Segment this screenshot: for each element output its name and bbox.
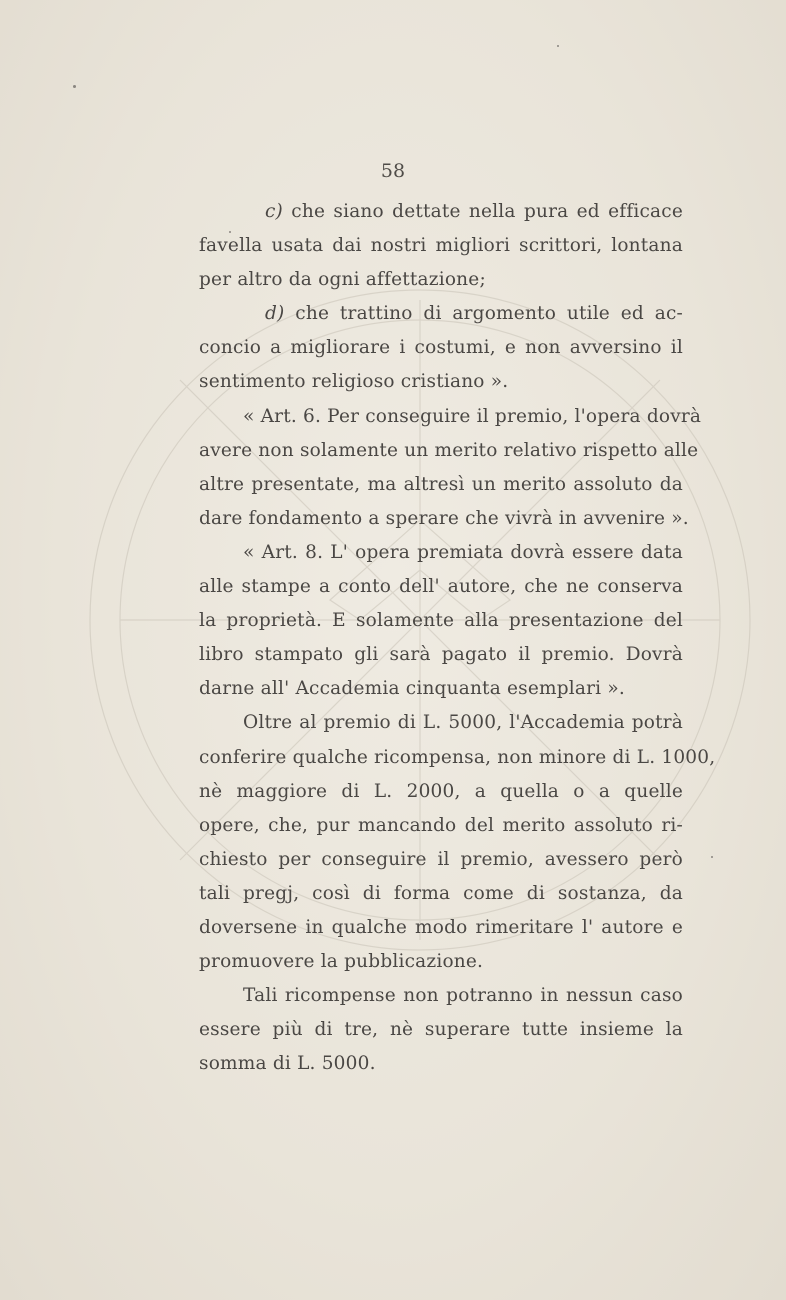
text-line: Tali ricompense non potranno in nessun caso (243, 985, 683, 1007)
text-line: favella usata dai nostri migliori scrittori, lontana (199, 235, 683, 257)
list-marker: c) (265, 201, 283, 222)
text-line: nè maggiore di L. 2000, a quella o a quelle (199, 780, 683, 802)
text-line: d) che trattino di argomento utile ed ac- (265, 303, 683, 325)
paper-speck (711, 856, 713, 858)
paper-speck (557, 45, 559, 47)
text-line: avere non solamente un merito relativo rispetto alle (199, 439, 699, 461)
text-line: darne all' Accademia cinquanta esemplari ». (199, 678, 625, 700)
text-line: alle stampe a conto dell' autore, che ne conserva (199, 576, 683, 598)
text-line: promuovere la pubblicazione. (199, 951, 484, 973)
text-line: libro stampato gli sarà pagato il premio. Dovrà (199, 644, 683, 666)
text-line: somma di L. 5000. (199, 1053, 376, 1075)
text-line: conferire qualche ricompensa, non minore di L. 1000, (199, 746, 716, 768)
text-line: opere, che, pur mancando del merito assoluto ri- (199, 814, 683, 836)
text-line: tali pregj, così di forma come di sostanza, da (199, 882, 683, 904)
text-line: essere più di tre, nè superare tutte insieme la (199, 1019, 683, 1041)
text-line: altre presentate, ma altresì un merito assoluto da (199, 473, 683, 495)
paper-speck (73, 85, 76, 88)
text-line: concio a migliorare i costumi, e non avversino il (199, 337, 683, 359)
text-line: Oltre al premio di L. 5000, l'Accademia potrà (243, 712, 683, 734)
list-marker: d) (265, 303, 285, 325)
text-line: chiesto per conseguire il premio, avessero però (199, 848, 683, 870)
text-line: « Art. 8. L' opera premiata dovrà essere data (243, 541, 683, 563)
page-number: 58 (380, 160, 406, 182)
text-line: dare fondamento a sperare che vivrà in avvenire ». (199, 507, 689, 529)
text-line: « Art. 6. Per conseguire il premio, l'opera dovrà (243, 405, 702, 427)
text-line: sentimento religioso cristiano ». (199, 371, 509, 393)
text-line: c) che siano dettate nella pura ed efficace (265, 201, 683, 222)
text-line: per altro da ogni affettazione; (199, 269, 486, 291)
text-line: la proprietà. E solamente alla presentazione del (199, 610, 683, 632)
body-text (199, 195, 716, 1081)
text-line: doversene in qualche modo rimeritare l' autore e (199, 916, 683, 938)
